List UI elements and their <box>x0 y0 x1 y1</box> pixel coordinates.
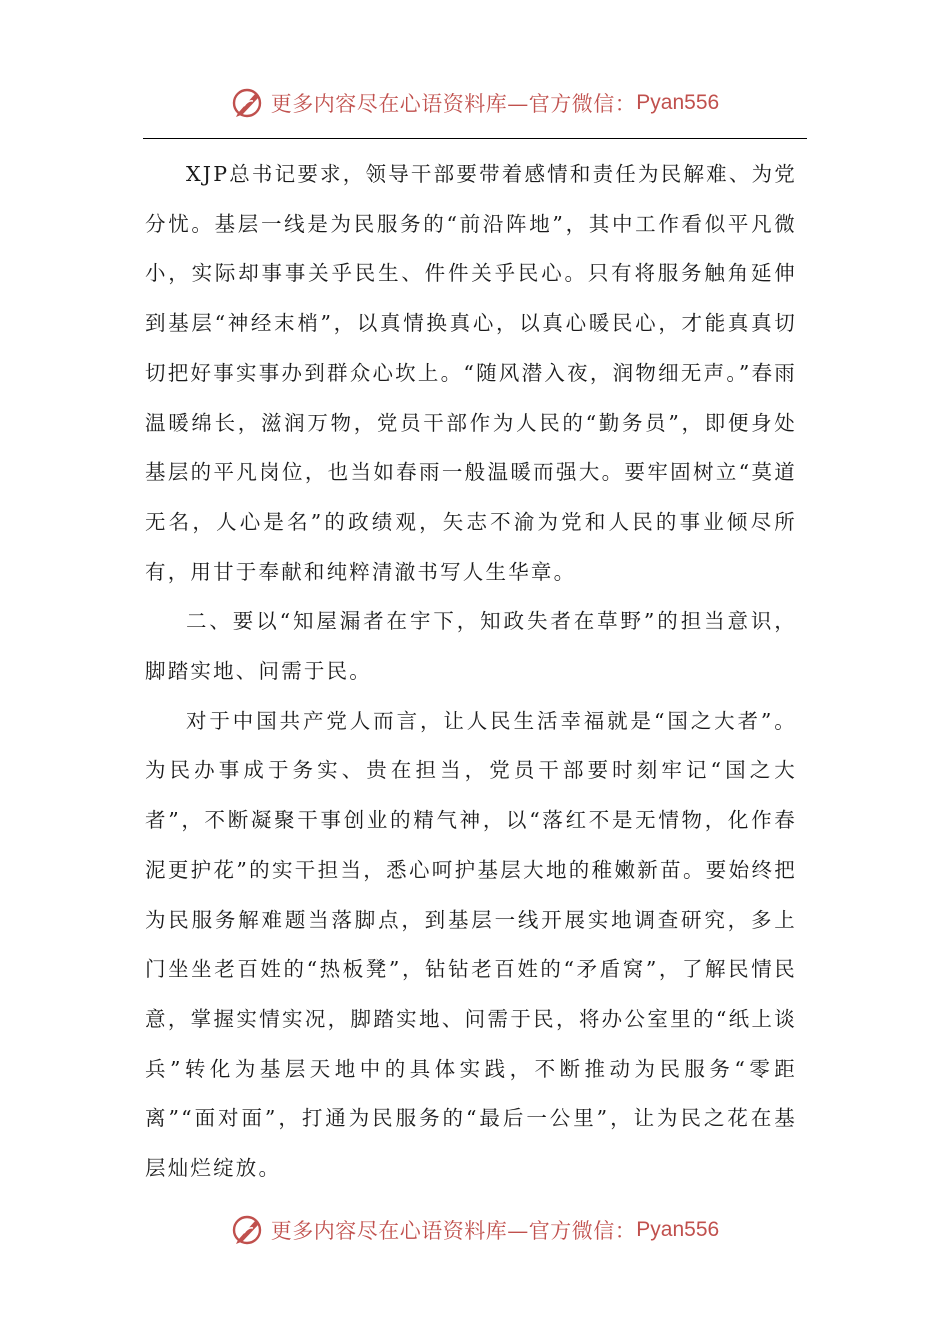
footer-banner-wechat-id: Pyan556 <box>636 1218 720 1241</box>
header-banner-text: 更多内容尽在心语资料库—官方微信： <box>270 92 637 116</box>
document-body <box>145 150 797 1194</box>
pen-logo-icon <box>231 86 265 120</box>
header-divider <box>143 138 807 139</box>
paragraph-national-priority: 对于中国共产党人而言，让人民生活幸福就是“国之大者”。为民办事成于务实、贵在担当，党员干部要时刻牢记“国之大者”，不断凝聚干事创业的精气神，以“落红不是无情物，化作春泥更护花”的实干担当，悉心呵护基层大地的稚嫩新苗。要始终把为民服务解难题当落脚点，到基层一线开展实地调查研究，多上门坐坐老百姓的“热板凳”，钻钻老百姓的“矛盾窝”，了解民情民意，掌握实情实况，脚踏实地、问需于民，将办公室里的“纸上谈兵”转化为基层天地中的具体实践，不断推动为民服务“零距离”“面对面”，打通为民服务的“最后一公里”，让为民之花在基层灿烂绽放。 <box>145 708 797 1181</box>
section-heading-two: 二、要以“知屋漏者在宇下，知政失者在草野”的担当意识，脚踏实地、问需于民。 <box>145 609 797 684</box>
footer-banner <box>0 1210 950 1250</box>
footer-banner-text: 更多内容尽在心语资料库—官方微信： <box>270 1219 637 1243</box>
pen-logo-icon <box>231 1213 265 1247</box>
paragraph-leadership-requirement: XJP总书记要求，领导干部要带着感情和责任为民解难、为党分忧。基层一线是为民服务的“前沿阵地”，其中工作看似平凡微小，实际却事事关乎民生、件件关乎民心。只有将服务触角延伸到基层“神经末梢”，以真情换真心，以真心暖民心，才能真真切切把好事实事办到群众心坎上。“随风潜入夜，润物细无声。”春雨温暖绵长，滋润万物，党员干部作为人民的“勤务员”，即便身处基层的平凡岗位，也当如春雨一般温暖而强大。要牢固树立“莫道无名，人心是名”的政绩观，矢志不渝为党和人民的事业倾尽所有，用甘于奉献和纯粹清澈书写人生华章。 <box>145 162 797 584</box>
header-banner <box>0 83 950 123</box>
header-banner-wechat-id: Pyan556 <box>636 91 720 114</box>
